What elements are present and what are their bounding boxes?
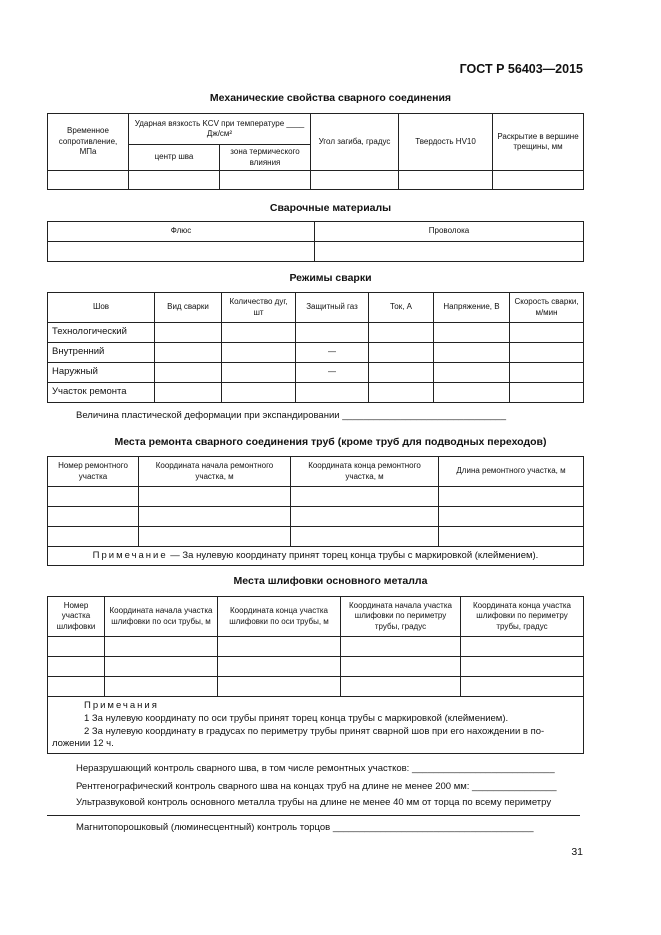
ndt-control-line: Неразрушающий контроль сварного шва, в том числе ремонтных участков: ___________________________ xyxy=(76,763,555,774)
mech-title: Механические свойства сварного соединения xyxy=(209,92,452,104)
grinding-title: Места шлифовки основного металла xyxy=(233,575,428,587)
modes-header: Шов xyxy=(48,293,155,323)
bend-header: Угол загиба, градус xyxy=(311,114,399,171)
gas-cell: — xyxy=(296,343,369,363)
divider-line xyxy=(47,815,580,816)
repair-note xyxy=(48,547,584,566)
repair-header: Длина ремонтного участка, м xyxy=(439,457,584,487)
table-row xyxy=(48,487,584,507)
modes-header: Защитный газ xyxy=(296,293,369,323)
grinding-note-1: 1 За нулевую координату по оси трубы принят торец конца трубы с маркировкой (клеймением). xyxy=(84,712,509,724)
repair-header: Координата конца ремонтного участка, м xyxy=(291,457,439,487)
hv-header: Твердость HV10 xyxy=(399,114,493,171)
repair-table xyxy=(47,456,584,566)
grinding-header: Координата конца участка шлифовки по периметру трубы, градус xyxy=(461,597,584,637)
gas-cell xyxy=(296,323,369,343)
grinding-header: Координата начала участка шлифовки по периметру трубы, градус xyxy=(341,597,461,637)
table-row xyxy=(48,323,584,343)
grinding-table xyxy=(47,596,584,754)
repair-header: Координата начала ремонтного участка, м xyxy=(139,457,291,487)
seam-label: Участок ремонта xyxy=(48,383,155,403)
grinding-header: Номер участка шлифовки xyxy=(48,597,105,637)
standard-number: ГОСТ Р 56403—2015 xyxy=(459,62,583,76)
repair-note-label: Примечание xyxy=(92,549,168,561)
kcv-haz-header: зона термического влияния xyxy=(220,145,311,171)
repair-note-text: — За нулевую координату принят торец конца трубы с маркировкой (клеймением). xyxy=(167,549,539,561)
kcv-center-header: центр шва xyxy=(129,145,220,171)
modes-title: Режимы сварки xyxy=(289,272,372,284)
modes-header: Вид сварки xyxy=(155,293,222,323)
table-row xyxy=(48,657,584,677)
kcv-header: Ударная вязкость KCV при температуре ____ Дж/см² xyxy=(129,114,311,145)
modes-header: Напряжение, В xyxy=(434,293,510,323)
table-row xyxy=(48,383,584,403)
modes-header: Ток, А xyxy=(369,293,434,323)
grinding-header: Координата конца участка шлифовки по оси трубы, м xyxy=(218,597,341,637)
grinding-notes xyxy=(48,697,584,754)
xray-control-line: Рентгенографический контроль сварного шва на концах труб на длине не менее 200 мм: ________________ xyxy=(76,781,557,792)
table-row xyxy=(48,343,584,363)
gas-cell xyxy=(296,383,369,403)
materials-title: Сварочные материалы xyxy=(269,202,392,214)
modes-header: Скорость сварки, м/мин xyxy=(510,293,584,323)
modes-table xyxy=(47,292,584,403)
page-number: 31 xyxy=(571,846,583,858)
seam-label: Технологический xyxy=(48,323,155,343)
grinding-note-2a: 2 За нулевую координату в градусах по периметру трубы принят сварной шов при его нахождении в по- xyxy=(84,725,545,737)
ultrasonic-control-line: Ультразвуковой контроль основного металла трубы на длине не менее 40 мм от торца по всему периметру xyxy=(76,797,552,808)
materials-table xyxy=(47,221,584,262)
magnetic-control-line: Магнитопорошковый (люминесцентный) контроль торцов ______________________________________ xyxy=(76,822,534,833)
grinding-note-2b: ложении 12 ч. xyxy=(52,738,114,750)
modes-header: Количество дуг, шт xyxy=(222,293,296,323)
grinding-header: Координата начала участка шлифовки по оси трубы, м xyxy=(105,597,218,637)
crack-header: Раскрытие в вершине трещины, мм xyxy=(493,114,584,171)
repair-title: Места ремонта сварного соединения труб (кроме труб для подводных переходов) xyxy=(114,436,547,448)
tensile-header: Временное сопротивление, МПа xyxy=(48,114,129,171)
table-row xyxy=(48,363,584,383)
seam-label: Внутренний xyxy=(48,343,155,363)
repair-header: Номер ремонтного участка xyxy=(48,457,139,487)
wire-header: Проволока xyxy=(315,222,584,242)
table-row xyxy=(48,507,584,527)
table-row xyxy=(48,527,584,547)
deformation-line: Величина пластической деформации при экспандировании _______________________________ xyxy=(76,410,506,421)
seam-label: Наружный xyxy=(48,363,155,383)
gas-cell: — xyxy=(296,363,369,383)
table-row xyxy=(48,637,584,657)
flux-header: Флюс xyxy=(48,222,315,242)
grinding-notes-label: Примечания xyxy=(84,700,159,711)
table-row xyxy=(48,677,584,697)
mech-table xyxy=(47,113,584,190)
